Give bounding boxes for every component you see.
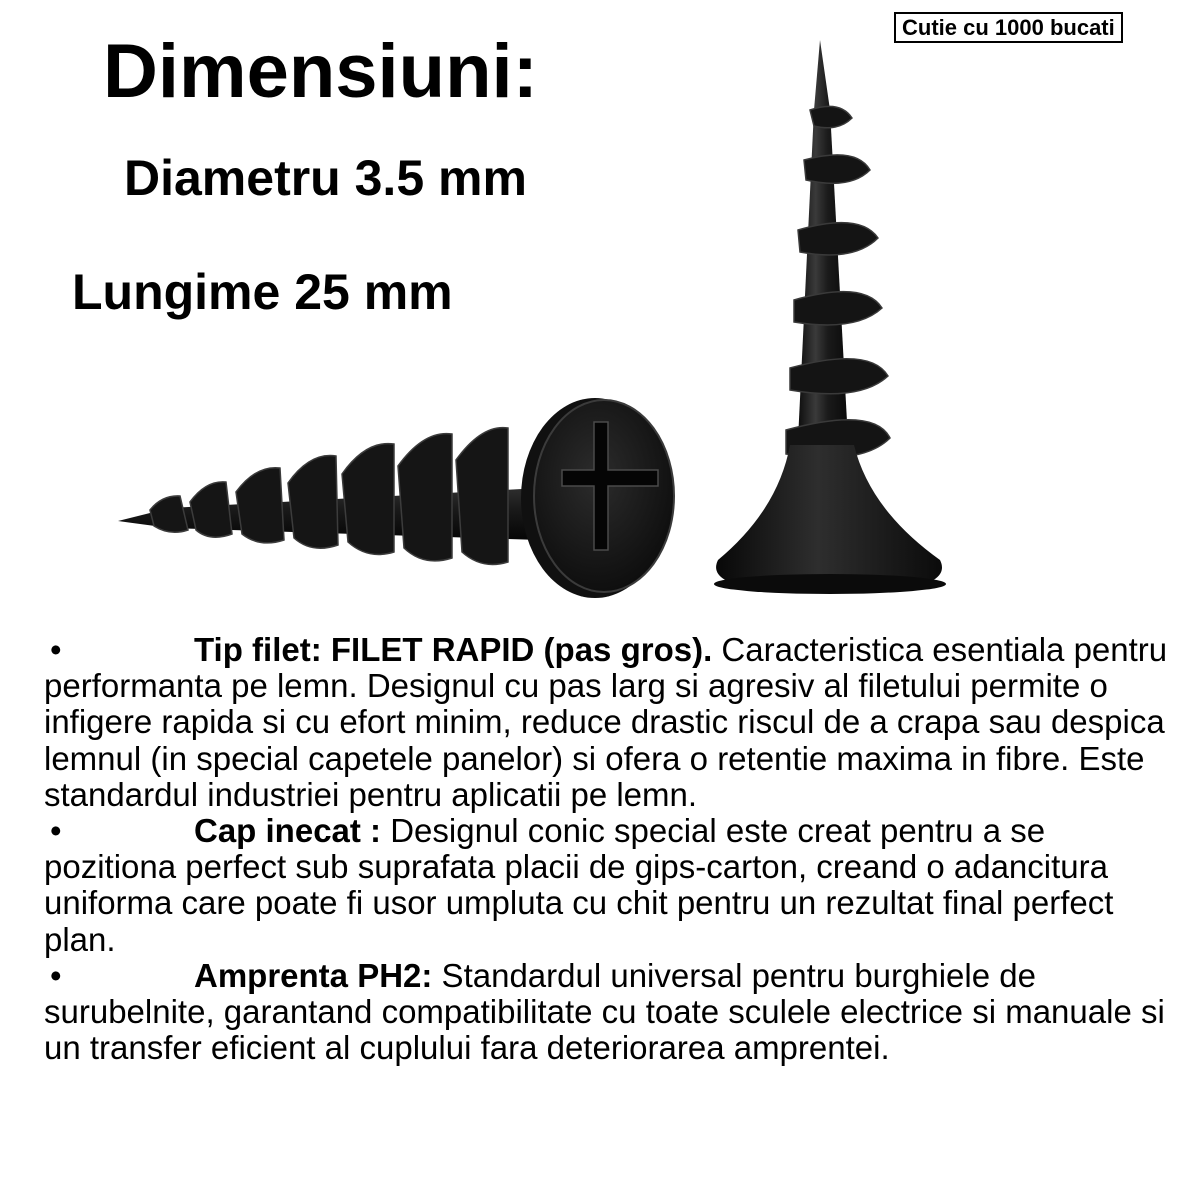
screw-horizontal [118, 398, 674, 598]
bullet-icon: • [50, 631, 62, 668]
features-list [44, 632, 1174, 1066]
product-photo-screws [110, 40, 960, 620]
package-quantity-label: Cutie cu 1000 bucati [894, 12, 1123, 43]
screw-vertical [714, 40, 946, 594]
feature-thread [44, 632, 1174, 813]
feature-head-title: Cap inecat : [194, 812, 382, 850]
page-title: Dimensiuni: [103, 29, 538, 114]
feature-drive-title: Amprenta PH2: [194, 956, 433, 994]
feature-head [44, 813, 1174, 958]
feature-drive [44, 958, 1174, 1067]
bullet-icon: • [50, 956, 62, 994]
bullet-icon: • [50, 812, 62, 850]
feature-drive-text: Standardul universal pentru burghiele de surubelnite, garantand compatibilitate cu toate sculele electrice si manuale si un transfer eficient al cuplului fara deteriorarea amprentei. [44, 956, 1165, 1067]
spec-length: Lungime 25 mm [72, 264, 453, 320]
feature-thread-title: Tip filet: FILET RAPID (pas gros). [194, 631, 713, 668]
feature-head-text: Designul conic special este creat pentru a se pozitiona perfect sub suprafata placii de gips-carton, creand o adancitura uniforma care poate fi usor umpluta cu chit pentru un rezultat final perfect plan. [44, 812, 1114, 958]
spec-diameter: Diametru 3.5 mm [124, 150, 527, 206]
feature-thread-text: Caracteristica esentiala pentru performanta pe lemn. Designul cu pas larg si agresiv al filetului permite o infigere rapida si cu efort minim, reduce drastic riscul de a crapa sau despica lemnul (in special capetele panelor) si ofera o retentie maxima in fibre. Este standardul industriei pentru aplicatii pe lemn. [44, 631, 1168, 813]
